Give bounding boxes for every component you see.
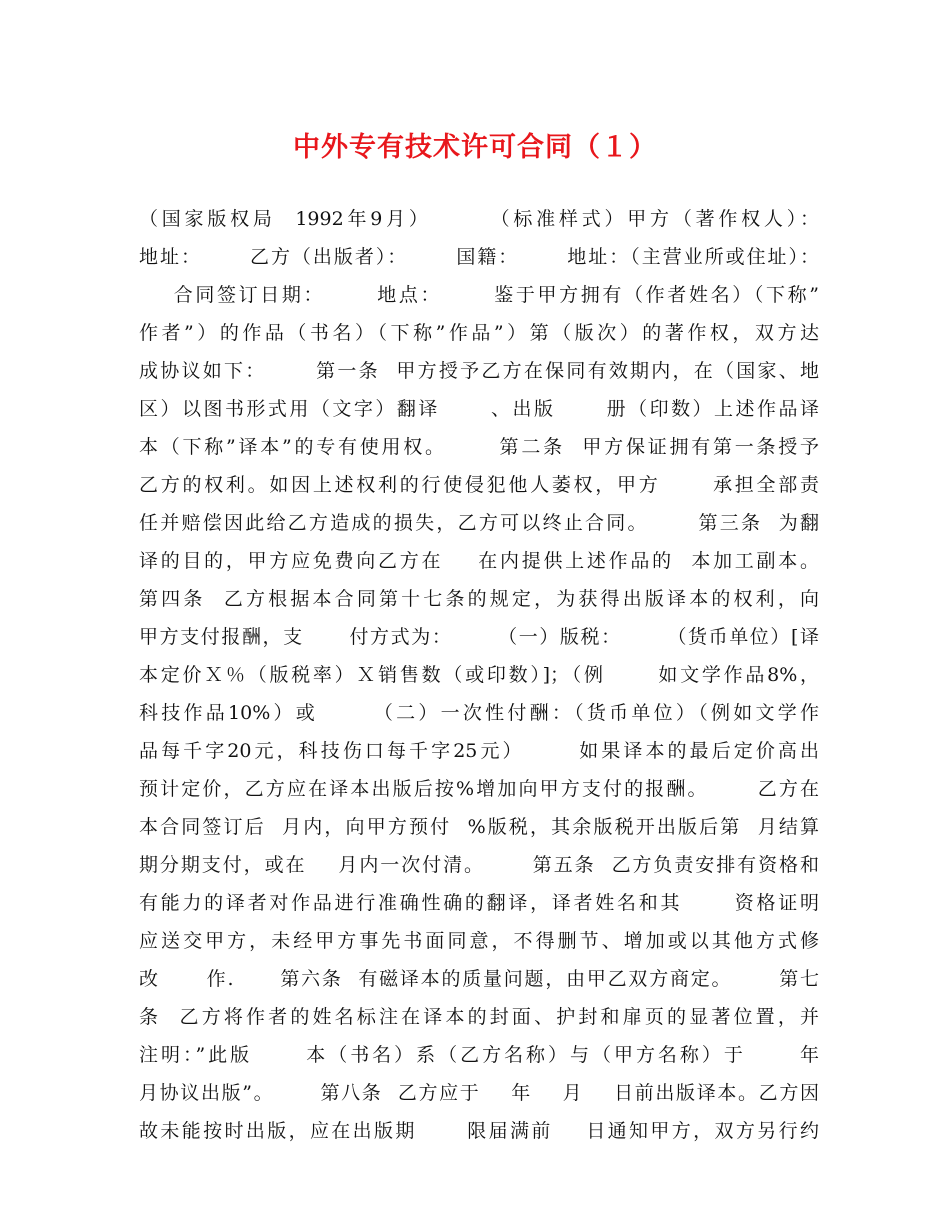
body-line: 期分期支付，或在 月内一次付清。 第五条 乙方负责安排有资格和 xyxy=(139,854,819,876)
body-line: 本定价Ｘ％（版税率）Ｘ销售数（或印数）]；（例 如文学作品8%， xyxy=(139,664,819,686)
contract-body xyxy=(139,200,819,1150)
body-line: 区）以图书形式用（文字）翻译 、出版 册（印数）上述作品译 xyxy=(139,398,819,420)
body-line: 任并赔偿因此给乙方造成的损失，乙方可以终止合同。 第三条 为翻 xyxy=(139,512,819,534)
body-line: 注明：”此版 本（书名）系（乙方名称）与（甲方名称）于 年 xyxy=(139,1044,819,1066)
body-line: 译的目的，甲方应免费向乙方在 在内提供上述作品的 本加工副本。 xyxy=(139,550,819,572)
body-line: 条 乙方将作者的姓名标注在译本的封面、护封和扉页的显著位置，并 xyxy=(139,1006,819,1028)
body-line: 改 作. 第六条 有磁译本的质量问题，由甲乙双方商定。 第七 xyxy=(139,968,819,990)
body-line: 本合同签订后 月内，向甲方预付 %版税，其余版税开出版后第 月结算 xyxy=(139,816,819,838)
body-line: 地址： 乙方（出版者）： 国籍： 地址：（主营业所或住址）： xyxy=(139,246,819,268)
body-line: 月协议出版”。 第八条 乙方应于 年 月 日前出版译本。乙方因 xyxy=(139,1082,819,1104)
body-line: 故未能按时出版，应在出版期 限届满前 日通知甲方，双方另行约 xyxy=(139,1120,819,1142)
body-line: 有能力的译者对作品进行准确性确的翻译，译者姓名和其 资格证明 xyxy=(139,892,819,914)
body-line: 应送交甲方，未经甲方事先书面同意，不得删节、增加或以其他方式修 xyxy=(139,930,819,952)
body-line: 预计定价，乙方应在译本出版后按%增加向甲方支付的报酬。 乙方在 xyxy=(139,778,819,800)
body-line: 作者”）的作品（书名）（下称”作品”）第（版次）的著作权，双方达 xyxy=(139,322,819,344)
body-line: 第四条 乙方根据本合同第十七条的规定，为获得出版译本的权利，向 xyxy=(139,588,819,610)
body-line: 品每千字20元，科技伤口每千字25元） 如果译本的最后定价高出 xyxy=(139,740,819,762)
body-line: （国家版权局 1992年9月） （标准样式）甲方（著作权人）： xyxy=(139,208,819,230)
body-line: 本（下称”译本”的专有使用权。 第二条 甲方保证拥有第一条授予 xyxy=(139,436,819,458)
body-line: 合同签订日期： 地点： 鉴于甲方拥有（作者姓名）（下称” xyxy=(139,284,819,306)
body-line: 成协议如下： 第一条 甲方授予乙方在保同有效期内，在（国家、地 xyxy=(139,360,819,382)
body-line: 科技作品10%）或 （二）一次性付酬：（货币单位）（例如文学作 xyxy=(139,702,819,724)
body-line: 甲方支付报酬，支 付方式为： （一）版税： （货币单位）[译 xyxy=(139,626,819,648)
document-title: 中外专有技术许可合同（１） xyxy=(293,132,657,163)
body-line: 乙方的权利。如因上述权利的行使侵犯他人萎权，甲方 承担全部责 xyxy=(139,474,819,496)
